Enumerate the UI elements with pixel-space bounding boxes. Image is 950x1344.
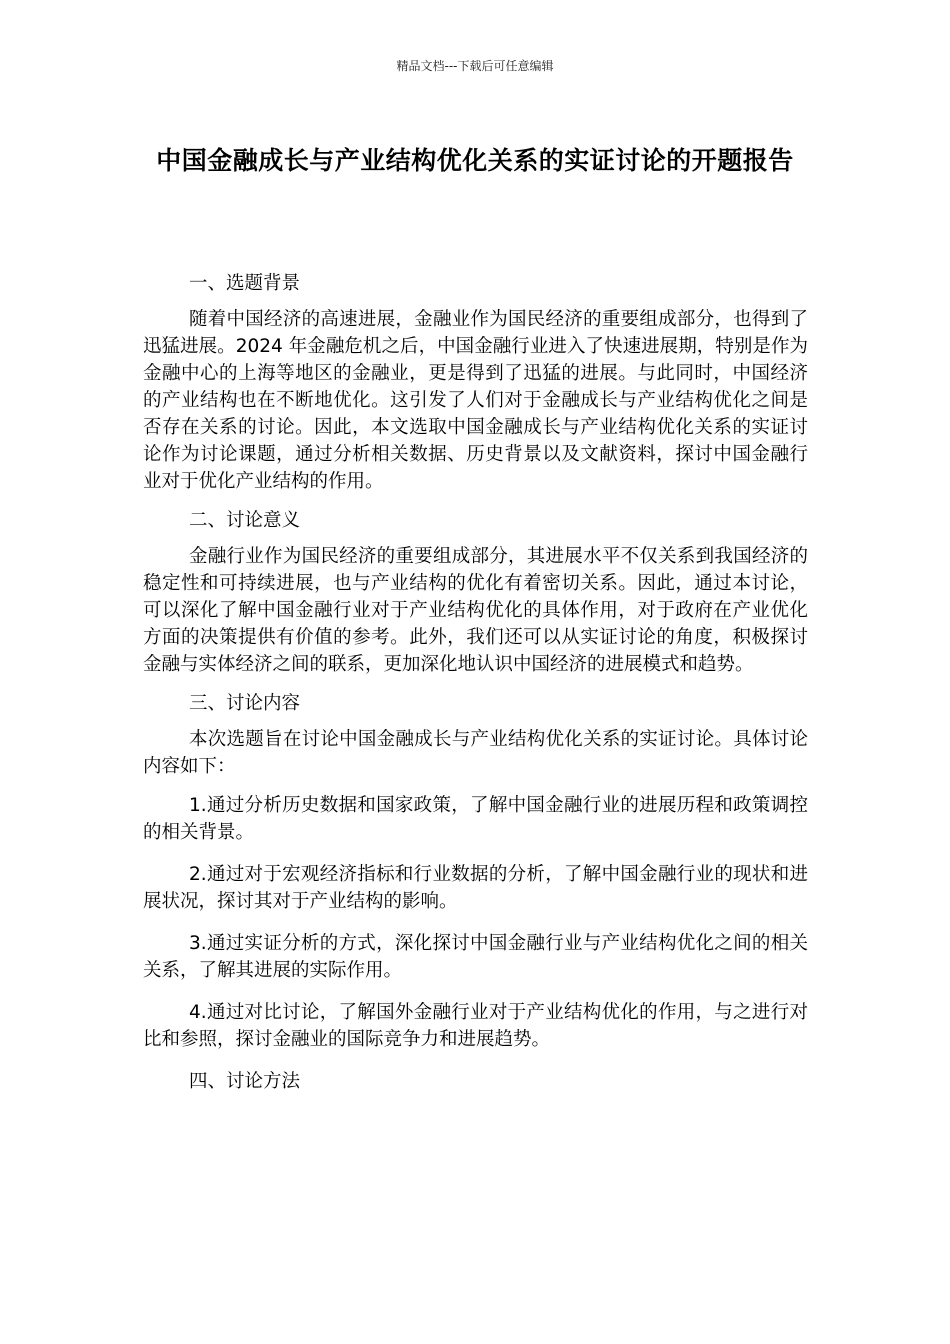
list-item: 2.通过对于宏观经济指标和行业数据的分析，了解中国金融行业的现状和进展状况，探讨其对于产业结构的影响。: [143, 864, 808, 912]
section-paragraph-background: 随着中国经济的高速进展，金融业作为国民经济的重要组成部分，也得到了迅猛进展。2024 年金融危机之后，中国金融行业进入了快速进展期，特别是作为金融中心的上海等地区的金融业，更是得到了迅猛的进展。与此同时，中国经济的产业结构也在不断地优化。这引发了人们对于金融成长与产业结构优化之间是否存在关系的讨论。因此，本文选取中国金融成长与产业结构优化关系的实证讨论作为讨论课题，通过分析相关数据、历史背景以及文献资料，探讨中国金融行业对于优化产业结构的作用。: [143, 309, 808, 492]
section-heading-significance: 二、讨论意义: [189, 510, 301, 531]
list-item: 4.通过对比讨论，了解国外金融行业对于产业结构优化的作用，与之进行对比和参照，探讨金融业的国际竞争力和进展趋势。: [143, 1002, 808, 1050]
section-paragraph-content: 本次选题旨在讨论中国金融成长与产业结构优化关系的实证讨论。具体讨论内容如下：: [143, 729, 808, 777]
document-body: [143, 268, 808, 1104]
header-note: 精品文档---下载后可任意编辑: [396, 59, 554, 73]
section-heading-method: 四、讨论方法: [189, 1071, 301, 1092]
list-item: 1.通过分析历史数据和国家政策，了解中国金融行业的进展历程和政策调控的相关背景。: [143, 795, 808, 843]
document-title: 中国金融成长与产业结构优化关系的实证讨论的开题报告: [156, 146, 794, 175]
section-heading-background: 一、选题背景: [189, 273, 301, 294]
section-heading-content: 三、讨论内容: [189, 693, 301, 714]
list-item: 3.通过实证分析的方式，深化探讨中国金融行业与产业结构优化之间的相关关系，了解其进展的实际作用。: [143, 933, 808, 981]
section-paragraph-significance: 金融行业作为国民经济的重要组成部分，其进展水平不仅关系到我国经济的稳定性和可持续进展，也与产业结构的优化有着密切关系。因此，通过本讨论，可以深化了解中国金融行业对于产业结构优化的具体作用，对于政府在产业优化方面的决策提供有价值的参考。此外，我们还可以从实证讨论的角度，积极探讨金融与实体经济之间的联系，更加深化地认识中国经济的进展模式和趋势。: [143, 546, 808, 675]
